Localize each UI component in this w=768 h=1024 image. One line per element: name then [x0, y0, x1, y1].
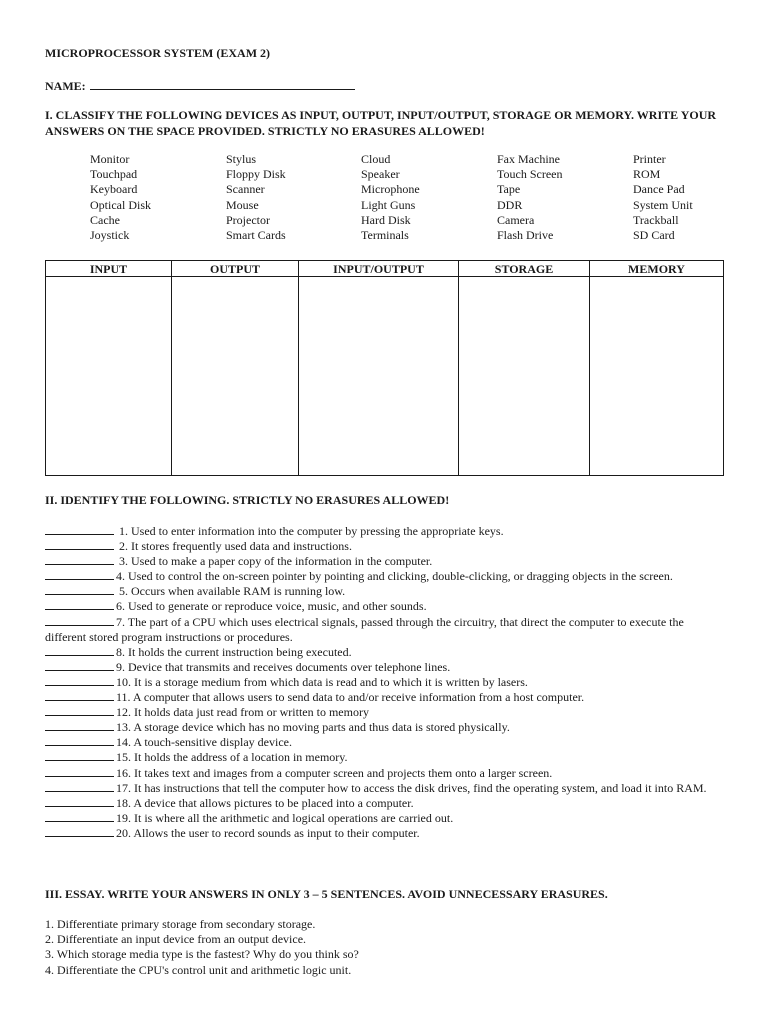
list-item: 11. A computer that allows users to send data to and/or receive information from a host computer.	[45, 690, 725, 705]
list-item: 6. Used to generate or reproduce voice, music, and other sounds.	[45, 599, 725, 614]
device-item: Cloud	[361, 152, 391, 166]
list-item: 14. A touch-sensitive display device.	[45, 735, 725, 750]
list-item: 5. Occurs when available RAM is running low.	[45, 584, 725, 599]
device-column-5	[633, 152, 693, 243]
essay-questions	[45, 917, 725, 978]
answer-blank[interactable]	[45, 781, 114, 792]
device-item: Hard Disk	[361, 212, 411, 227]
device-item: Monitor	[90, 152, 130, 166]
list-item: 4. Used to control the on-screen pointer by pointing and clicking, double-clicking, or dragging objects in the screen.	[45, 569, 725, 584]
header-storage: STORAGE	[459, 261, 590, 277]
device-item: ROM	[633, 167, 661, 182]
list-item: 18. A device that allows pictures to be placed into a computer.	[45, 796, 725, 811]
section-2-heading: II. IDENTIFY THE FOLLOWING. STRICTLY NO ERASURES ALLOWED!	[45, 493, 450, 507]
list-item: 16. It takes text and images from a computer screen and projects them onto a larger screen.	[45, 766, 725, 781]
answer-blank[interactable]	[45, 705, 114, 716]
device-item: Floppy Disk	[226, 167, 286, 182]
list-item: 12. It holds data just read from or written to memory	[45, 705, 725, 720]
answer-cell-memory[interactable]	[590, 277, 724, 476]
device-item: Keyboard	[90, 182, 138, 197]
list-item: 1. Used to enter information into the computer by pressing the appropriate keys.	[45, 524, 725, 539]
answer-blank[interactable]	[45, 750, 114, 761]
device-column-2	[226, 152, 286, 243]
device-item: Stylus	[226, 152, 257, 166]
answer-blank[interactable]	[45, 766, 114, 777]
essay-question: 4. Differentiate the CPU's control unit and arithmetic logic unit.	[45, 962, 352, 977]
device-item: SD Card	[633, 227, 675, 242]
device-column-3	[361, 152, 420, 243]
list-item: 7. The part of a CPU which uses electrical signals, passed through the circuitry, that direct the computer to execute the different stored program instructions or procedures.	[45, 614, 684, 644]
device-item: Optical Disk	[90, 197, 151, 212]
device-item: Trackball	[633, 212, 679, 227]
answer-cell-output[interactable]	[172, 277, 299, 476]
device-item: DDR	[497, 197, 523, 212]
name-row	[45, 78, 355, 94]
answer-blank[interactable]	[45, 615, 114, 626]
device-item: Smart Cards	[226, 227, 286, 242]
answer-blank[interactable]	[45, 554, 114, 565]
exam-title: MICROPROCESSOR SYSTEM (EXAM 2)	[45, 46, 271, 60]
answer-blank[interactable]	[45, 599, 114, 610]
answer-blank[interactable]	[45, 645, 114, 656]
essay-question: 2. Differentiate an input device from an output device.	[45, 932, 307, 947]
header-output: OUTPUT	[172, 261, 299, 277]
device-column-4	[497, 152, 562, 243]
device-item: Microphone	[361, 182, 420, 197]
device-item: Projector	[226, 212, 270, 227]
device-item: Tape	[497, 182, 521, 197]
answer-blank[interactable]	[45, 675, 114, 686]
list-item: 2. It stores frequently used data and instructions.	[45, 539, 725, 554]
name-label: NAME:	[45, 79, 86, 93]
answer-blank[interactable]	[45, 735, 114, 746]
device-item: Camera	[497, 212, 535, 227]
device-item: Flash Drive	[497, 227, 554, 242]
device-item: Joystick	[90, 227, 130, 242]
list-item: 8. It holds the current instruction being executed.	[45, 645, 725, 660]
header-input: INPUT	[46, 261, 172, 277]
list-item: 13. A storage device which has no moving parts and thus data is stored physically.	[45, 720, 725, 735]
answer-blank[interactable]	[45, 569, 114, 580]
device-item: Touch Screen	[497, 167, 563, 182]
answer-blank[interactable]	[45, 539, 114, 550]
classification-table	[45, 260, 724, 476]
list-item: 9. Device that transmits and receives documents over telephone lines.	[45, 660, 725, 675]
device-item: Printer	[633, 152, 666, 166]
answer-blank[interactable]	[45, 720, 114, 731]
list-item: 15. It holds the address of a location in memory.	[45, 750, 725, 765]
answer-blank[interactable]	[45, 826, 114, 837]
list-item: 19. It is where all the arithmetic and logical operations are carried out.	[45, 811, 725, 826]
header-input-output: INPUT/OUTPUT	[299, 261, 459, 277]
device-item: Fax Machine	[497, 152, 560, 166]
device-item: Cache	[90, 212, 120, 227]
device-item: Light Guns	[361, 197, 416, 212]
answer-blank[interactable]	[45, 584, 114, 595]
device-item: Scanner	[226, 182, 265, 197]
essay-question: 3. Which storage media type is the fastest? Why do you think so?	[45, 947, 359, 962]
header-memory: MEMORY	[590, 261, 724, 277]
list-item: 20. Allows the user to record sounds as input to their computer.	[45, 826, 725, 841]
answer-blank[interactable]	[45, 796, 114, 807]
answer-blank[interactable]	[45, 660, 114, 671]
list-item: 17. It has instructions that tell the computer how to access the disk drives, find the operating system, and load it into RAM.	[45, 781, 725, 796]
essay-question: 1. Differentiate primary storage from secondary storage.	[45, 917, 316, 931]
section-1-heading: I. CLASSIFY THE FOLLOWING DEVICES AS INPUT, OUTPUT, INPUT/OUTPUT, STORAGE OR MEMORY. WRITE YOUR ANSWERS ON THE SPACE PROVIDED. STRICTLY NO ERASURES ALLOWED!	[45, 108, 717, 138]
answer-blank[interactable]	[45, 524, 114, 535]
device-item: Touchpad	[90, 167, 138, 182]
device-item: Mouse	[226, 197, 259, 212]
answer-blank[interactable]	[45, 811, 114, 822]
device-item: Terminals	[361, 227, 409, 242]
list-item: 3. Used to make a paper copy of the information in the computer.	[45, 554, 725, 569]
section-3-heading: III. ESSAY. WRITE YOUR ANSWERS IN ONLY 3 – 5 SENTENCES. AVOID UNNECESSARY ERASURES.	[45, 887, 608, 901]
identification-list	[45, 524, 725, 841]
answer-cell-storage[interactable]	[459, 277, 590, 476]
answer-blank[interactable]	[45, 690, 114, 701]
list-item: 10. It is a storage medium from which data is read and to which it is written by lasers.	[45, 675, 725, 690]
device-column-1	[90, 152, 151, 243]
device-item: Dance Pad	[633, 182, 685, 197]
name-field[interactable]	[90, 78, 355, 90]
device-item: Speaker	[361, 167, 400, 182]
answer-cell-input[interactable]	[46, 277, 172, 476]
device-item: System Unit	[633, 197, 693, 212]
answer-cell-input-output[interactable]	[299, 277, 459, 476]
